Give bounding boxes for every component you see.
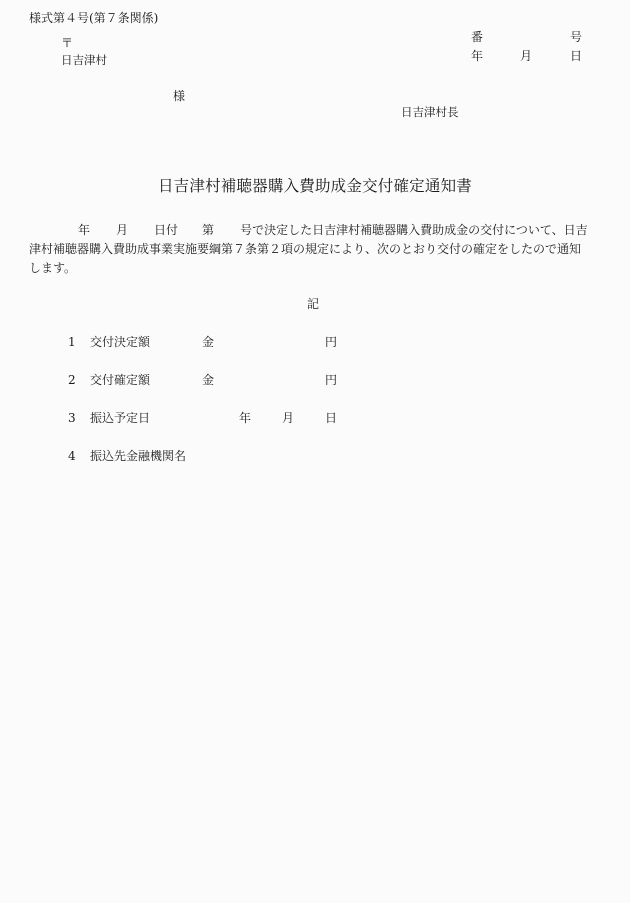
reference-number-suffix: 号 <box>570 30 583 44</box>
date-year: 年 <box>471 49 484 63</box>
body-paragraph <box>29 221 601 278</box>
item-label: 交付決定額 <box>90 335 151 349</box>
body-month: 月 <box>116 223 129 237</box>
item-amount-prefix: 金 <box>202 335 215 349</box>
item-date-month: 月 <box>282 411 295 425</box>
date-month: 月 <box>520 49 533 63</box>
item-amount-prefix: 金 <box>202 373 215 387</box>
item-number: 3 <box>68 411 76 425</box>
recipient-address: 日吉津村 <box>61 53 107 67</box>
reference-number-prefix: 番 <box>471 30 484 44</box>
item-label: 振込予定日 <box>90 411 151 425</box>
date-day: 日 <box>570 49 583 63</box>
item-label: 交付確定額 <box>90 373 151 387</box>
issuer: 日吉津村長 <box>401 105 459 119</box>
body-day-label: 日付 <box>154 223 179 237</box>
ki-marker: 記 <box>307 297 320 311</box>
item-number: 2 <box>68 373 76 387</box>
item-label: 振込先金融機関名 <box>90 449 187 463</box>
form-label: 様式第４号(第７条関係) <box>29 11 159 25</box>
item-number: 1 <box>68 335 76 349</box>
body-number-prefix: 第 <box>202 223 215 237</box>
body-line-1-text: 号で決定した日吉津村補聴器購入費助成金の交付について、日吉 <box>240 223 588 237</box>
body-line-1 <box>29 221 601 240</box>
item-number: 4 <box>68 449 76 463</box>
item-date-year: 年 <box>239 411 252 425</box>
body-line-2: 津村補聴器購入費助成事業実施要綱第７条第２項の規定により、次のとおり交付の確定をしたので通知 <box>29 242 582 256</box>
item-date-day: 日 <box>325 411 338 425</box>
recipient-honorific: 様 <box>173 89 186 103</box>
body-year: 年 <box>78 223 91 237</box>
postal-mark: 〒 <box>61 36 74 50</box>
body-line-3: します。 <box>29 261 77 275</box>
item-amount-suffix: 円 <box>325 373 338 387</box>
document-title: 日吉津村補聴器購入費助成金交付確定通知書 <box>157 177 472 195</box>
item-amount-suffix: 円 <box>325 335 338 349</box>
